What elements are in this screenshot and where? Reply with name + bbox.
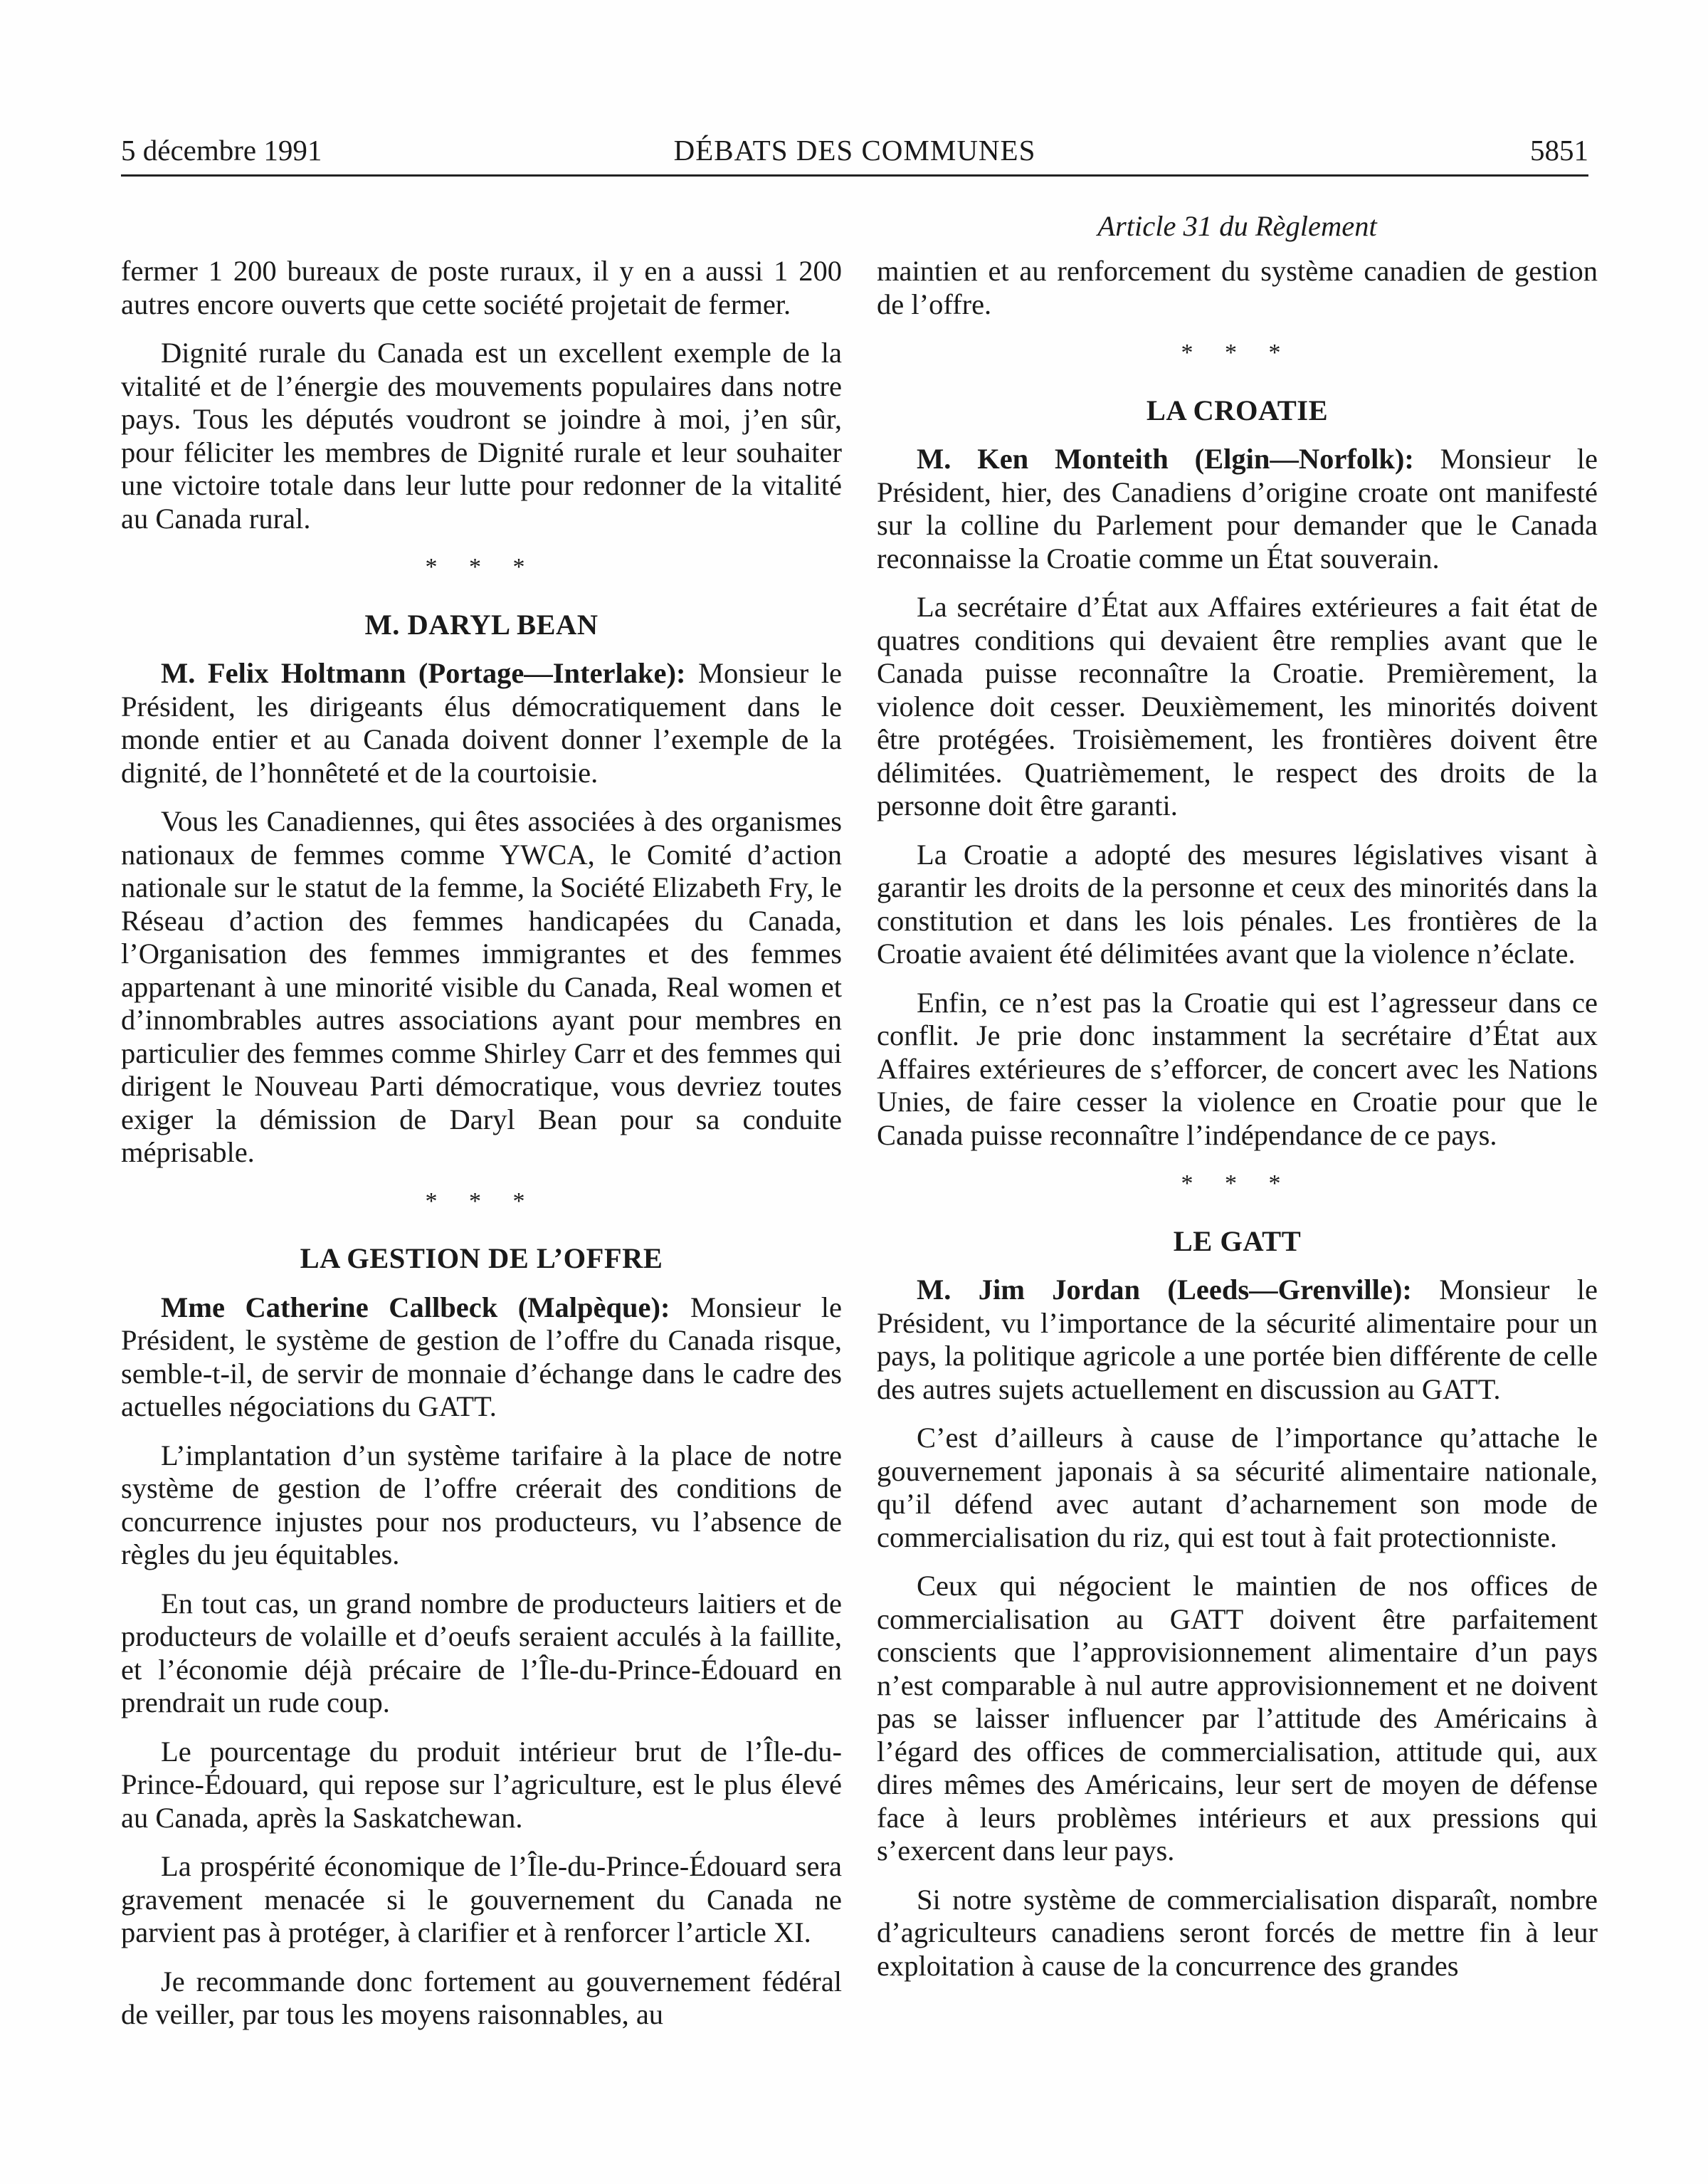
paragraph: La secrétaire d’État aux Affaires extérieures a fait état de quatres conditions qui devaient être remplies avant que le Canada puisse reconnaître la Croatie. Premièrement, la violence doit cesser. Deuxièmement, les minorités doivent être protégées. Troisièmement, les frontières doivent être délimitées. Quatrièmement, le respect des droits de la personne doit être garanti.	[877, 591, 1598, 821]
section-heading: LE GATT	[1173, 1224, 1302, 1257]
speaker-name: Mme Catherine Callbeck (Malpèque):	[161, 1291, 670, 1323]
header-page-number: 5851	[1530, 134, 1588, 167]
paragraph: La Croatie a adopté des mesures législatives visant à garantir les droits de la personne et ceux des minorités dans la constitution et dans les lois pénales. Les frontières de la Croatie avaient été délimitées avant que la violence n’éclate.	[877, 838, 1598, 970]
paragraph: Ceux qui négocient le maintien de nos offices de commercialisation au GATT doivent être parfaitement conscients que l’approvisionnement alimentaire d’un pays n’est comparable à nul autre approvisionnement et ne doivent pas se laisser influencer par l’attitude des Américains à l’égard des offices de commercialisation, attitude qui, aux dires mêmes des Américains, leur sert de moyen de défense face à leurs problèmes intérieurs et aux pressions qui s’exercent dans leur pays.	[877, 1570, 1598, 1867]
paragraph: Si notre système de commercialisation disparaît, nombre d’agriculteurs canadiens seront forcés de mettre fin à leur exploitation à cause de la concurrence des grandes	[877, 1883, 1598, 1982]
paragraph: En tout cas, un grand nombre de producteurs laitiers et de producteurs de volaille et d’oeufs seraient acculés à la faillite, et l’économie déjà précaire de l’Île-du-Prince-Édouard en prendrait un rude coup.	[121, 1587, 842, 1718]
paragraph: C’est d’ailleurs à cause de l’importance qu’attache le gouvernement japonais à sa sécurité alimentaire nationale, qu’il défend avec autant d’acharnement son mode de commercialisation du riz, qui est tout à fait protectionniste.	[877, 1422, 1598, 1553]
left-column	[121, 255, 842, 2047]
paragraph: Enfin, ce n’est pas la Croatie qui est l’agresseur dans ce conflit. Je prie donc instamment la secrétaire d’État aux Affaires extérieures de s’efforcer, de concert avec les Nations Unies, de faire cesser la violence en Croatie pour que le Canada puisse reconnaître l’indépendance de ce pays.	[877, 986, 1598, 1151]
page-header	[121, 132, 1588, 177]
section-heading: LA CROATIE	[1146, 394, 1329, 426]
speech-text: Monsieur le Président, les dirigeants élus démocratiquement dans le monde entier et au Canada doivent donner l’exemple de la dignité, de l’honnêteté et de la courtoisie.	[121, 657, 842, 789]
paragraph: Dignité rurale du Canada est un excellent exemple de la vitalité et de l’énergie des mouvements populaires dans notre pays. Tous les députés voudront se joindre à moi, j’en sûr, pour féliciter les membres de Dignité rurale et leur souhaiter une victoire totale dans leur lutte pour redonner de la vitalité au Canada rural.	[121, 337, 842, 535]
speech-text: Monsieur le Président, le système de gestion de l’offre du Canada risque, semble-t-il, de servir de monnaie d’échange dans le cadre des actuelles négociations du GATT.	[121, 1291, 842, 1422]
paragraph: L’implantation d’un système tarifaire à la place de notre système de gestion de l’offre créerait des conditions de concurrence injustes pour nos producteurs, vu l’absence de règles du jeu équitables.	[121, 1439, 842, 1570]
paragraph: maintien et au renforcement du système canadien de gestion de l’offre.	[877, 255, 1598, 320]
paragraph: La prospérité économique de l’Île-du-Prince-Édouard sera gravement menacée si le gouvernement du Canada ne parvient pas à protéger, à clarifier et à renforcer l’article XI.	[121, 1850, 842, 1948]
section-heading: M. DARYL BEAN	[364, 608, 599, 641]
paragraph	[121, 657, 842, 789]
paragraph	[121, 1291, 842, 1424]
right-column	[877, 255, 1598, 1998]
speech-text: Monsieur le Président, hier, des Canadiens d’origine croate ont manifesté sur la colline du Parlement pour demander que le Canada reconnaisse la Croatie comme un État souverain.	[877, 443, 1598, 574]
article-title: Article 31 du Règlement	[1097, 210, 1377, 242]
paragraph: fermer 1 200 bureaux de poste ruraux, il y en a aussi 1 200 autres encore ouverts que cette société projetait de fermer.	[121, 255, 842, 320]
section-separator: * * *	[425, 554, 538, 580]
section-heading: LA GESTION DE L’OFFRE	[300, 1242, 663, 1274]
section-separator: * * *	[425, 1187, 538, 1214]
speaker-name: M. Ken Monteith (Elgin—Norfolk):	[917, 443, 1414, 475]
header-title: DÉBATS DES COMMUNES	[673, 134, 1036, 167]
section-separator: * * *	[1181, 1170, 1294, 1197]
speaker-name: M. Jim Jordan (Leeds—Grenville):	[917, 1274, 1412, 1306]
paragraph	[877, 1274, 1598, 1406]
speech-text: Monsieur le Président, vu l’importance de la sécurité alimentaire pour un pays, la politique agricole a une portée bien différente de celle des autres sujets actuellement en discussion au GATT.	[877, 1274, 1598, 1405]
section-separator: * * *	[1181, 340, 1294, 366]
header-date: 5 décembre 1991	[121, 134, 322, 167]
paragraph: Vous les Canadiennes, qui êtes associées à des organismes nationaux de femmes comme YWCA, le Comité d’action nationale sur le statut de la femme, la Société Elizabeth Fry, le Réseau d’action des femmes handicapées du Canada, l’Organisation des femmes immigrantes et des femmes appartenant à une minorité visible du Canada, Real women et d’innombrables autres associations ayant pour membres en particulier des femmes comme Shirley Carr et des femmes qui dirigent le Nouveau Parti démocratique, vous devriez toutes exiger la démission de Daryl Bean pour sa conduite méprisable.	[121, 805, 842, 1168]
paragraph: Je recommande donc fortement au gouvernement fédéral de veiller, par tous les moyens raisonnables, au	[121, 1965, 842, 2030]
paragraph	[877, 443, 1598, 575]
paragraph: Le pourcentage du produit intérieur brut de l’Île-du-Prince-Édouard, qui repose sur l’agriculture, est le plus élevé au Canada, après la Saskatchewan.	[121, 1735, 842, 1834]
speaker-name: M. Felix Holtmann (Portage—Interlake):	[161, 657, 686, 689]
